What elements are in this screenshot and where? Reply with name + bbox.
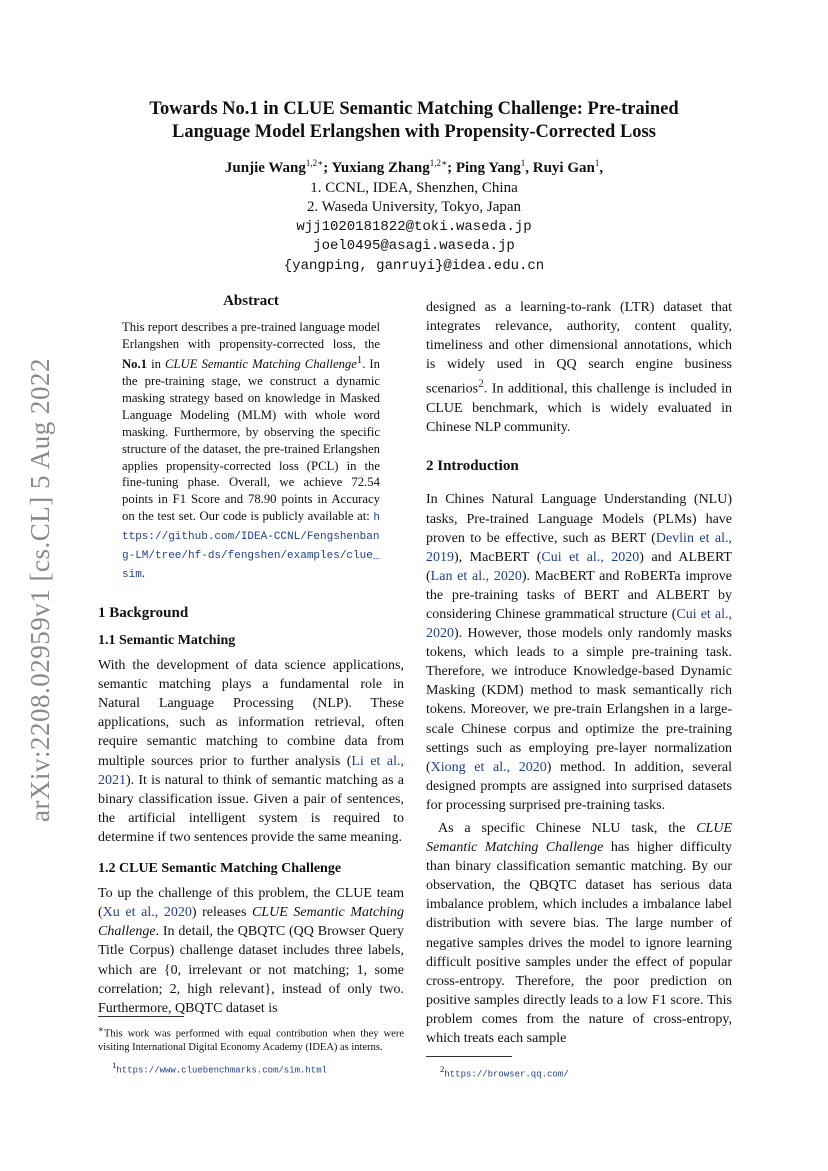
text-run: With the development of data science applications, semantic matching plays a fundamental role in Natural Language Processing (NLP). These applications, such as information retrieval, often require semantic matching to combine data from multiple sources prior to further analysis ( xyxy=(98,658,404,769)
email-2: joel0495@asagi.waseda.jp xyxy=(313,238,515,254)
footnote-equal-contribution xyxy=(98,1023,404,1054)
abstract-italic: CLUE Semantic Matching Challenge xyxy=(165,357,357,372)
left-column xyxy=(98,292,404,1018)
abstract-run: . In the pre-training stage, we construct a dynamic masking strategy based on knowledge in Masked Language Modeling (MLM) with whole word masking. Furthermore, by observing the specific structure of the dataset, the pre-trained Erlangshen applies propensity-corrected loss (PCL) in the fine-tuning phase. Overall, we achieve 72.54 points in F1 Score and 78.90 points in Accuracy on the test set. Our code is publicly available at: xyxy=(122,357,380,524)
code-url-link[interactable]: https://github.com/IDEA-CCNL/Fengshenbang-LM/tree/hf-ds/fengshen/examples/clue_sim xyxy=(122,512,380,582)
paragraph xyxy=(426,819,732,1048)
title-line-2: Language Model Erlangshen with Propensity-Corrected Loss xyxy=(172,122,656,142)
abstract-heading: Abstract xyxy=(223,293,279,309)
text-run: . In additional, this challenge is included in CLUE benchmark, which is widely evaluated in Chinese NLP community. xyxy=(426,382,732,436)
citation-link[interactable]: Cui et al., 2020 xyxy=(541,549,640,565)
citation-link[interactable]: Xiong et al., 2020 xyxy=(430,759,547,775)
footnote-url-link[interactable]: https://www.cluebenchmarks.com/sim.html xyxy=(116,1065,328,1075)
footnote-ref-2[interactable]: 2 xyxy=(478,377,484,391)
text-run: ) method. In addition, several designed prompts are assigned into surprised datasets for processing surprised pre-training tasks. xyxy=(426,759,732,813)
right-footnotes xyxy=(426,1056,732,1087)
footnote-ref-1[interactable]: 1 xyxy=(356,354,363,366)
citation-link[interactable]: Devlin et al., 2019 xyxy=(426,530,733,565)
text-run: In Chines Natural Language Understanding (NLU) tasks, Pre-trained Language Models (PLMs) have proven to be effective, such as BERT ( xyxy=(426,492,732,546)
subsection-heading-clue-challenge: 1.2 CLUE Semantic Matching Challenge xyxy=(98,861,342,877)
abstract-run: in xyxy=(147,357,166,372)
section-heading-background: 1 Background xyxy=(98,604,189,621)
abstract-run: . xyxy=(141,566,145,581)
text-run: has higher difficulty than binary classification semantic matching. By our observation, the QBQTC dataset has serious data imbalance problem, which includes a imbalance label distribution with severe bias. The large number of negative samples drives the model to ignore learning difficult positive samples under the effect of popular cross-entropy. Therefore, the poor prediction on positive samples directly leads to a low F1 score. This problem comes from the nature of cross-entropy, which treats each sample xyxy=(426,840,732,1047)
author-affil-mark: 1 xyxy=(520,158,526,168)
footnote-2 xyxy=(440,1063,732,1082)
subsection-heading-semantic-matching: 1.1 Semantic Matching xyxy=(98,633,236,649)
text-run: As a specific Chinese NLU task, the xyxy=(438,821,697,836)
text-run: ) and ALBERT ( xyxy=(426,549,732,584)
section-heading-introduction: 2 Introduction xyxy=(426,458,519,475)
text-run: designed as a learning-to-rank (LTR) dataset that integrates relevance, authority, content quality, timeliness and other dimensional annotations, which is widely used in QQ search engine business scenarios xyxy=(426,300,732,398)
text-run: ) releases xyxy=(191,905,253,921)
text-run: To up the challenge of this problem, the CLUE team ( xyxy=(98,886,404,921)
text-run: . In detail, the QBQTC (QQ Browser Query Title Corpus) challenge dataset includes three labels, which are {0, irrelevant or not matching; 1, some correlation; 2, high relevant}, instead of only two. Furthermore, QBQTC dataset is xyxy=(98,924,404,1016)
footnote-url-link[interactable]: https://browser.qq.com/ xyxy=(444,1069,569,1080)
paper-title xyxy=(80,98,748,144)
author-affil-mark: 1 xyxy=(594,158,600,168)
author-name: Junjie Wang xyxy=(224,160,306,176)
author-block xyxy=(80,154,748,276)
text-run: ), MacBERT ( xyxy=(454,549,542,565)
author-names: Junjie Wang$^{1,2∗}$; Yuxiang Zhang$^{1,2∗}$; Ping Yang$^1$, Ruyi Gan$^1$, xyxy=(224,158,604,176)
footnote-rule xyxy=(98,1016,184,1017)
abstract-run: This report describes a pre-trained language model Erlangshen with propensity-corrected loss, the xyxy=(122,320,380,351)
author-name: Ping Yang xyxy=(455,160,521,176)
email-3: {yangping, ganruyi}@idea.edu.cn xyxy=(283,257,545,274)
citation-link[interactable]: Lan et al., 2020 xyxy=(430,568,522,584)
paragraph xyxy=(98,656,404,847)
italic-run: CLUE Semantic Matching Challenge xyxy=(426,821,732,856)
paragraph xyxy=(98,884,404,1018)
paragraph xyxy=(426,490,732,815)
footnote-text: This work was performed with equal contribution when they were visiting International Digital Economy Academy (IDEA) as interns. xyxy=(98,1028,404,1053)
italic-run: CLUE Semantic Matching Challenge xyxy=(98,905,404,940)
citation-link[interactable]: Xu et al., 2020 xyxy=(102,905,192,921)
author-name: Ruyi Gan xyxy=(532,160,595,176)
footnote-mark: 2 xyxy=(440,1064,445,1074)
abstract-text xyxy=(122,319,380,584)
citation-link[interactable]: Li et al., 2021 xyxy=(98,753,405,788)
arxiv-identifier: arXiv:2208.02959v1 [cs.CL] 5 Aug 2022 xyxy=(25,358,55,822)
footnote-mark: ∗ xyxy=(98,1024,104,1034)
footnote-mark: 1 xyxy=(112,1059,117,1070)
text-run: ). MacBERT and RoBERTa improve the pre-training tasks of BERT and ALBERT by considering Chinese grammatical structure ( xyxy=(426,568,732,622)
abstract-bold: No.1 xyxy=(122,357,148,372)
author-name: Yuxiang Zhang xyxy=(331,160,430,176)
citation-link[interactable]: Cui et al., 2020 xyxy=(426,606,733,642)
footnote-1 xyxy=(112,1059,404,1078)
paragraph xyxy=(426,298,732,437)
email-1: wjj1020181822@toki.waseda.jp xyxy=(296,218,532,235)
text-run: ). It is natural to think of semantic matching as a binary classification issue. Given a pair of sentences, the artificial intelligent system is required to determine if two sentences provide the same meaning. xyxy=(98,772,404,845)
title-line-1: Towards No.1 in CLUE Semantic Matching Challenge: Pre-trained xyxy=(149,99,679,119)
left-footnotes xyxy=(98,1016,404,1082)
affiliation-1: 1. CCNL, IDEA, Shenzhen, China xyxy=(310,179,518,196)
affiliation-2: 2. Waseda University, Tokyo, Japan xyxy=(306,199,522,215)
right-column xyxy=(426,298,732,1048)
footnote-rule xyxy=(426,1056,512,1057)
author-affil-mark: 1,2∗ xyxy=(305,158,324,168)
text-run: ). However, those models only randomly masks tokens, which leads to a simple pre-training task. Therefore, we introduce Knowledge-based Dynamic Masking (KDM) method to mask semantically rich tokens. Moreover, we pre-train Erlangshen in a large-scale Chinese corpus and optimize the pre-training settings such as employing pre-layer normalization ( xyxy=(426,626,732,775)
author-affil-mark: 1,2∗ xyxy=(429,158,448,168)
